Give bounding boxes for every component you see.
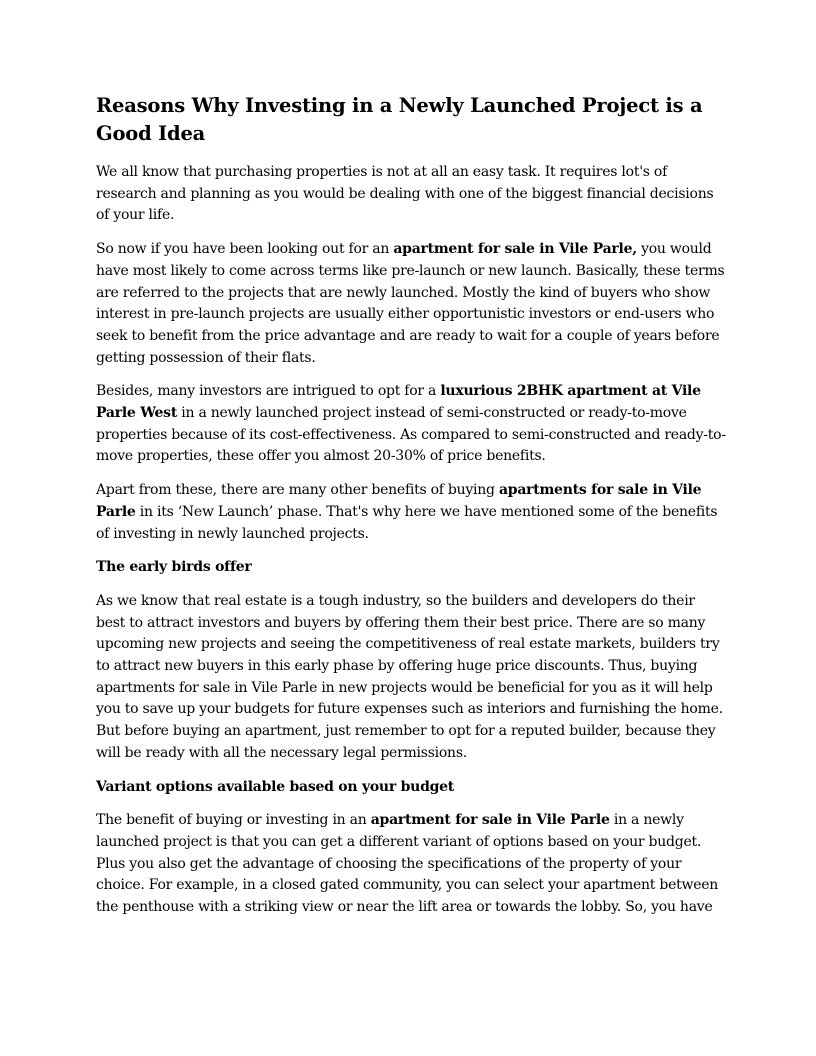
paragraph-cost-effectiveness [96, 381, 728, 468]
document-page [96, 92, 728, 931]
paragraph-text: in its ‘New Launch’ phase. That's why here we have mentioned some of the benefits of investing in newly launched projects. [96, 503, 718, 542]
paragraph-variant-options [96, 810, 728, 919]
document-title: Reasons Why Investing in a Newly Launched Project is a Good Idea [96, 94, 703, 145]
paragraph-text: in a newly launched project is that you can get a different variant of options based on your budget. Plus you also get the advantage of choosing the specifications of the property of your choice. For example, in a closed gated community, you can select your apartment between the penthouse with a striking view or near the lift area or towards the lobby. So, you have [96, 812, 719, 916]
paragraph-text: So now if you have been looking out for an [96, 241, 394, 258]
paragraph-text: Besides, many investors are intrigued to opt for a [96, 383, 441, 400]
paragraph-benefits-intro [96, 480, 728, 545]
bold-keyword: apartment for sale in Vile Parle, [393, 241, 637, 258]
bold-keyword: apartment for sale in Vile Parle [370, 812, 610, 829]
bold-keyword: apartments for sale in Vile Parle [96, 482, 702, 520]
paragraph-text: you would have most likely to come across terms like pre-launch or new launch. Basically, these terms are referred to the projects that are newly launched. Mostly the kind of buyers who show interest in pre-launch projects are usually either opportunistic investors or end-users who seek to benefit from the price advantage and are ready to wait for a couple of years before getting possession of their flats. [96, 241, 725, 366]
paragraph-text: Apart from these, there are many other benefits of buying [96, 482, 499, 499]
section-heading-early-birds: The early birds offer [96, 559, 252, 576]
paragraph-text: The benefit of buying or investing in an [96, 812, 371, 829]
paragraph-pre-launch [96, 239, 728, 369]
paragraph-early-birds: As we know that real estate is a tough industry, so the builders and developers do their best to attract investors and buyers by offering them their best price. There are so many upcoming new projects and seeing the competitiveness of real estate markets, builders try to attract new buyers in this early phase by offering huge price discounts. Thus, buying apartments for sale in Vile Parle in new projects would be beneficial for you as it will help you to save up your budgets for future expenses such as interiors and furnishing the home. But before buying an apartment, just remember to opt for a reputed builder, because they will be ready with all the necessary legal permissions. [96, 592, 723, 761]
bold-keyword: luxurious 2BHK apartment at Vile Parle West [96, 383, 701, 422]
paragraph-text: in a newly launched project instead of semi-constructed or ready-to-move properties because of its cost-effectiveness. As compared to semi-constructed and ready-to-move properties, these offer you almost 20-30% of price benefits. [96, 405, 726, 465]
section-heading-variant-options: Variant options available based on your budget [96, 778, 455, 795]
paragraph-intro: We all know that purchasing properties is not at all an easy task. It requires lot's of research and planning as you would be dealing with one of the biggest financial decisions of your life. [96, 164, 714, 224]
